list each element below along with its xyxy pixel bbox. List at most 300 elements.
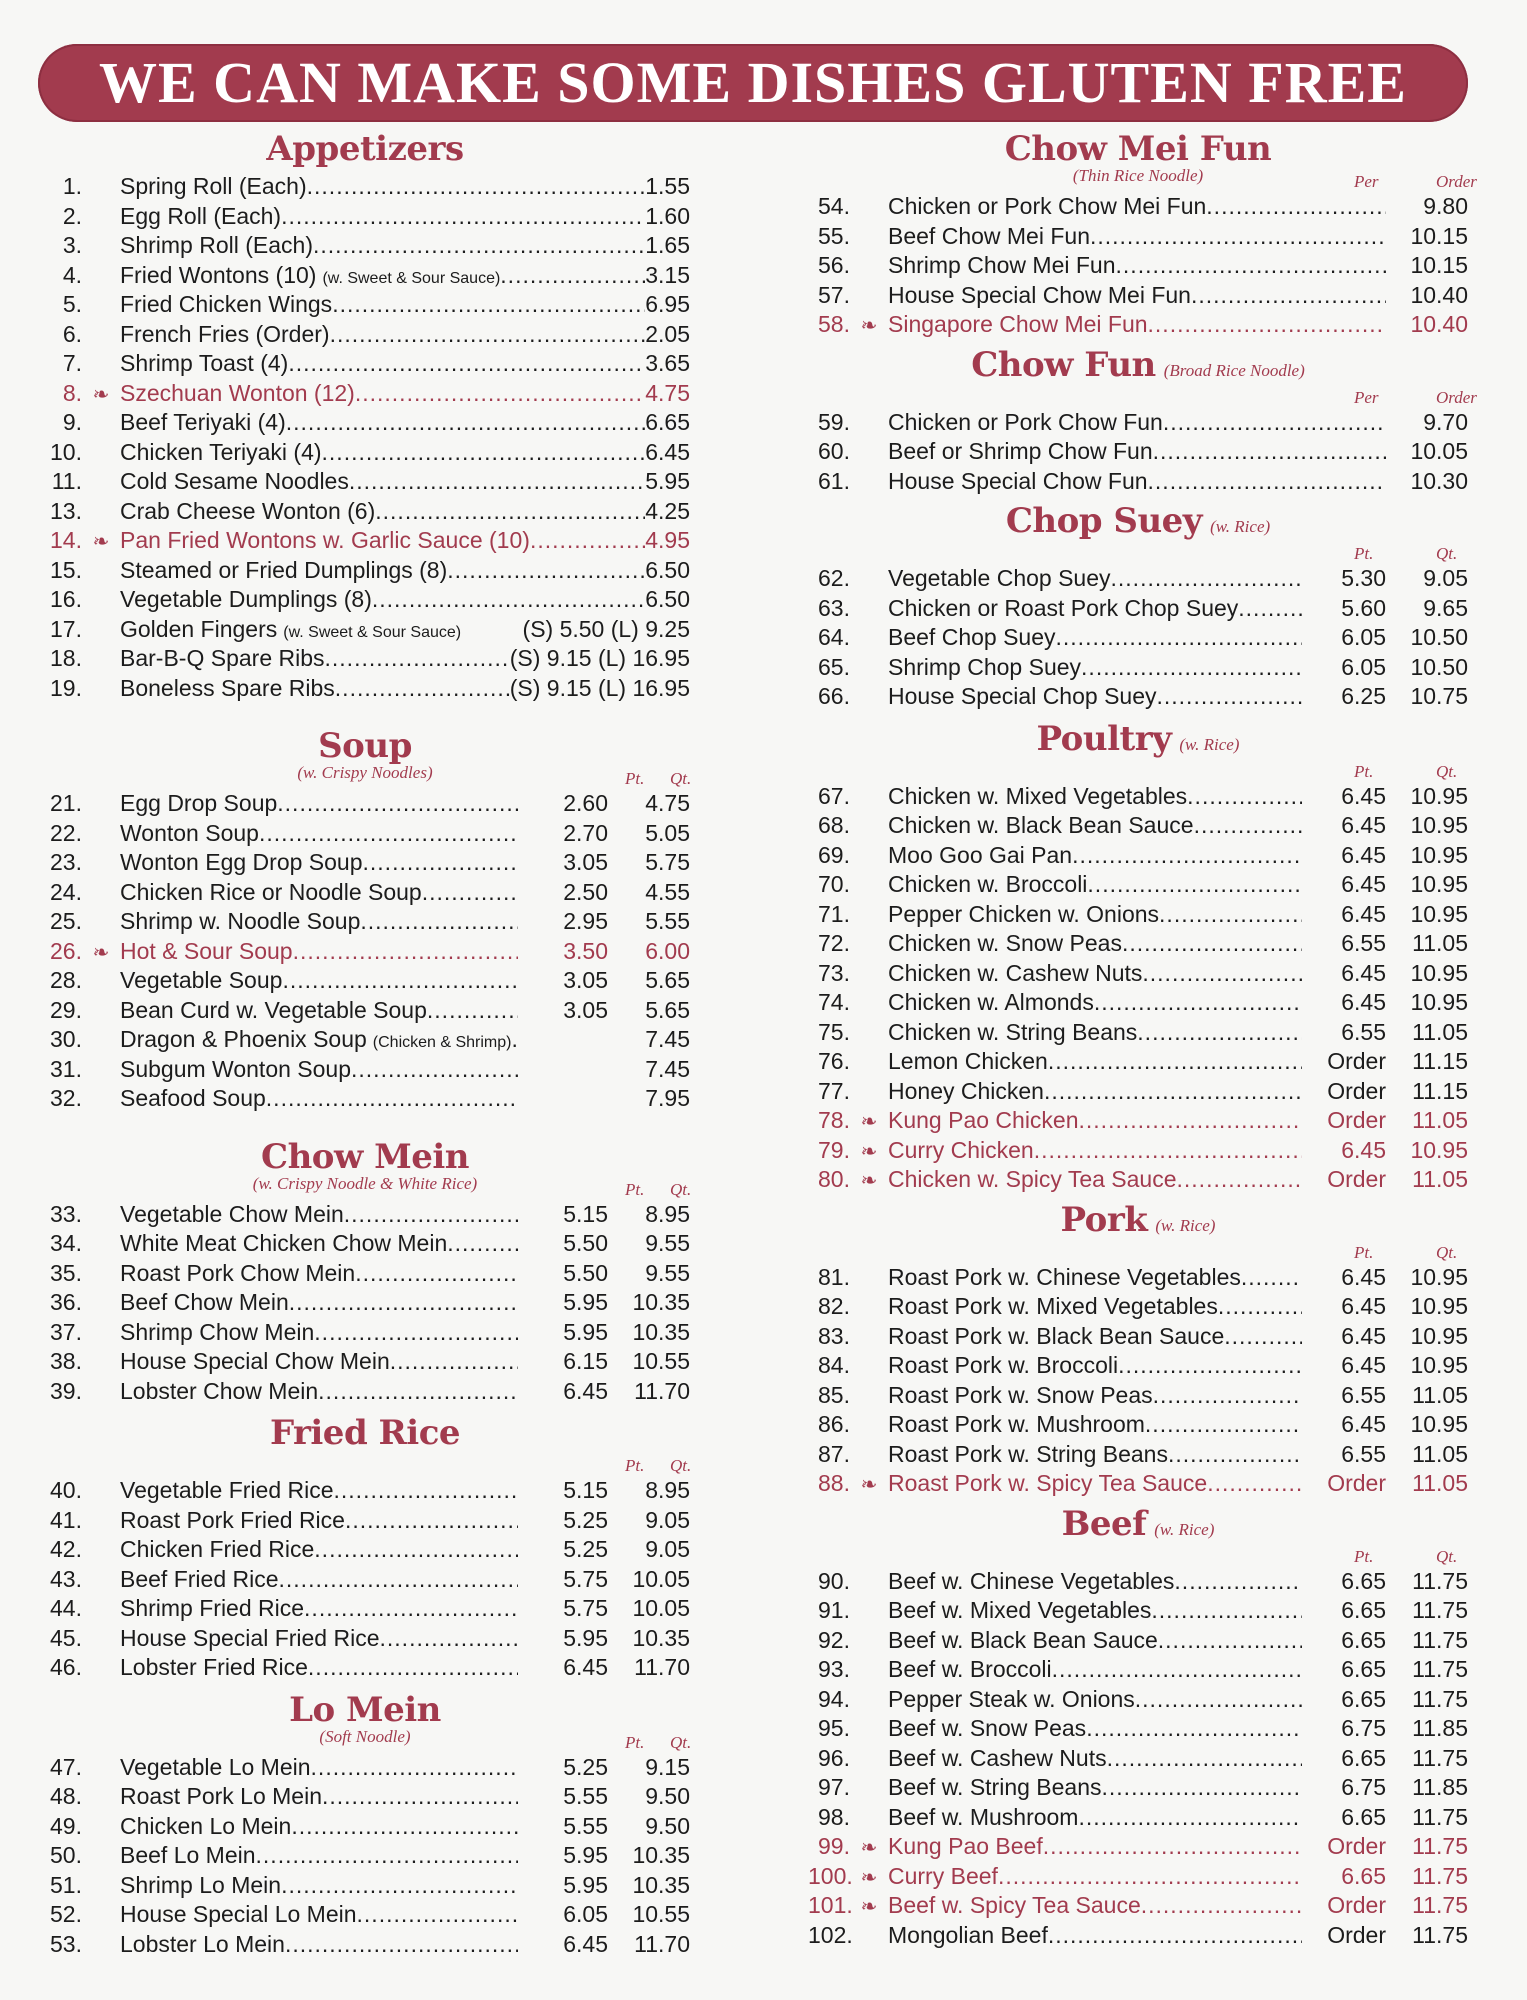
dot-leader: [1141, 1891, 1302, 1921]
menu-item: [808, 1410, 1468, 1440]
item-name: Chicken Rice or Noodle Soup: [120, 878, 422, 905]
item-number: 67.: [818, 782, 850, 809]
item-price-quart: 9.55: [645, 1259, 690, 1286]
item-name: Seafood Soup: [120, 1085, 266, 1111]
dot-leader: [285, 1930, 518, 1960]
item-number: 90.: [818, 1567, 850, 1594]
item-price-pint: Order: [1327, 1166, 1386, 1192]
item-name: Chicken Fried Rice: [120, 1536, 315, 1562]
pepper-icon: ❧: [860, 1140, 878, 1163]
item-number: 31.: [50, 1055, 82, 1082]
column-header-2: Qt.: [1436, 1546, 1458, 1566]
item-number: 28.: [50, 967, 82, 993]
item-number: 40.: [50, 1477, 82, 1503]
dot-leader: [307, 172, 646, 202]
item-price-pint: 6.45: [1341, 1293, 1386, 1319]
item-number: 29.: [50, 996, 82, 1023]
item-number: 17.: [50, 615, 82, 642]
item-name: Chicken Teriyaki (4): [120, 438, 322, 465]
item-number: 61.: [818, 467, 850, 494]
item-name: House Special Chow Fun: [888, 467, 1148, 494]
item-name: Roast Pork w. Spicy Tea Sauce: [888, 1470, 1208, 1496]
dot-leader: [344, 1200, 518, 1230]
item-price-quart: 10.05: [632, 1565, 690, 1592]
item-price-pint: 5.50: [563, 1230, 608, 1256]
item-price-quart: 10.95: [1410, 812, 1468, 838]
menu-item: [808, 408, 1468, 438]
item-price-quart: 10.40: [1410, 311, 1468, 337]
menu-column-right: [808, 128, 1477, 1950]
item-name: Shrimp Roll (Each): [120, 232, 313, 258]
dot-leader: [311, 1753, 518, 1783]
menu-item: [40, 1841, 690, 1871]
item-name: Lobster Lo Mein: [120, 1930, 285, 1957]
menu-item: [40, 585, 690, 615]
dot-leader: [322, 438, 646, 468]
item-price-quart: 9.55: [645, 1230, 690, 1256]
dot-leader: [1207, 1469, 1302, 1499]
dot-leader: [286, 408, 645, 438]
menu-item: [40, 1259, 690, 1289]
item-price-quart: 11.75: [1412, 1803, 1468, 1830]
item-price-quart: 11.70: [634, 1377, 690, 1404]
menu-item: [808, 251, 1468, 281]
item-name: Chicken w. Cashew Nuts: [888, 959, 1143, 986]
dot-leader: [1048, 1921, 1302, 1951]
dot-leader: [530, 526, 645, 556]
column-header-1: Pt.: [625, 1456, 645, 1475]
column-header-row: [40, 1456, 690, 1476]
section-title: Chow Mei Fun: [1004, 129, 1272, 169]
item-price-quart: 11.75: [1412, 1656, 1468, 1682]
menu-item: [808, 281, 1468, 311]
menu-item: [40, 819, 690, 849]
column-header-1: Pt.: [625, 1732, 645, 1752]
item-price-quart: 4.75: [645, 790, 690, 816]
item-price-quart: 10.95: [1410, 841, 1468, 868]
item-number: 101.: [808, 1892, 853, 1918]
item-price-quart: 11.05: [1412, 1470, 1468, 1496]
menu-item: [40, 1288, 690, 1318]
section-heading: [40, 1412, 690, 1456]
menu-item: [808, 1714, 1468, 1744]
item-name: Shrimp Toast (4): [120, 350, 289, 376]
section-note: (Broad Rice Noodle): [1163, 360, 1305, 380]
item-name: Beef w. Black Bean Sauce: [888, 1626, 1158, 1653]
item-name: Golden Fingers: [120, 615, 278, 642]
column-header-2: Qt.: [670, 769, 692, 788]
dot-leader: [1079, 1106, 1302, 1136]
menu-item: [40, 438, 690, 468]
item-name: Roast Pork w. Chinese Vegetables: [888, 1263, 1241, 1290]
item-name: Bean Curd w. Vegetable Soup: [120, 996, 427, 1023]
item-price-quart: 10.95: [1410, 1136, 1468, 1163]
item-name: Vegetable Chow Mein: [120, 1200, 344, 1227]
column-header-2: Qt.: [1436, 761, 1458, 781]
item-number: 55.: [818, 222, 850, 249]
section-chop-suey: [808, 500, 1468, 712]
item-number: 79.: [818, 1136, 850, 1163]
item-note: (w. Sweet & Sour Sauce): [283, 623, 462, 641]
item-price-pint: 5.60: [1341, 594, 1386, 621]
item-name: Fried Chicken Wings: [120, 291, 333, 317]
item-name: Beef Chow Mein: [120, 1289, 289, 1315]
item-price-quart: 10.95: [1410, 989, 1468, 1015]
item-name: Chicken or Pork Chow Fun: [888, 408, 1163, 435]
column-header-2: Qt.: [1436, 1242, 1458, 1262]
item-price-quart: 9.05: [645, 1506, 690, 1533]
dot-leader: [345, 1506, 518, 1536]
item-number: 21.: [50, 790, 82, 816]
column-header-row: [808, 166, 1477, 192]
menu-item: [40, 907, 690, 937]
dot-leader: [1153, 437, 1386, 467]
item-price-quart: 10.15: [1410, 222, 1468, 249]
item-number: 18.: [50, 645, 82, 671]
dot-leader: [998, 1862, 1302, 1892]
menu-item: [808, 1263, 1468, 1293]
item-name: Steamed or Fried Dumplings (8): [120, 556, 448, 583]
item-price-quart: 10.05: [632, 1595, 690, 1621]
menu-item: [808, 782, 1468, 812]
item-price-quart: 10.50: [1410, 653, 1468, 680]
item-number: 92.: [818, 1626, 850, 1653]
item-price: 1.55: [645, 173, 690, 199]
menu-item: [40, 615, 690, 645]
menu-item: [808, 310, 1468, 340]
section-lo-mein: [40, 1689, 690, 1960]
item-price-quart: 10.95: [1410, 1352, 1468, 1378]
item-price-pint: 6.45: [1341, 989, 1386, 1015]
dot-leader: [1148, 467, 1386, 497]
menu-item: [40, 320, 690, 350]
dot-leader: [1241, 1263, 1302, 1293]
item-number: 84.: [818, 1352, 850, 1378]
section-pork: [808, 1199, 1468, 1499]
menu-item: [40, 467, 690, 497]
item-number: 69.: [818, 841, 850, 868]
menu-item: [40, 231, 690, 261]
item-number: 62.: [818, 565, 850, 591]
item-number: 22.: [50, 819, 82, 846]
dot-leader: [511, 1025, 518, 1055]
item-name: Beef w. Chinese Vegetables: [888, 1567, 1175, 1594]
dot-leader: [266, 1084, 518, 1114]
dot-leader: [1151, 1596, 1302, 1626]
item-price-pint: Order: [1327, 1470, 1386, 1496]
menu-item: [40, 1871, 690, 1901]
menu-item: [808, 437, 1468, 467]
item-price-pint: 6.05: [563, 1901, 608, 1927]
item-price-quart: 11.05: [1412, 1107, 1468, 1133]
pepper-icon: ❧: [92, 941, 110, 964]
item-price-quart: 4.55: [645, 878, 690, 905]
item-name: Spring Roll (Each): [120, 173, 307, 199]
item-price-pint: 6.65: [1341, 1685, 1386, 1712]
dot-leader: [1158, 1626, 1302, 1656]
item-price-pint: 6.45: [563, 1654, 608, 1680]
item-number: 4.: [62, 261, 82, 288]
item-price-pint: 6.55: [1341, 930, 1386, 956]
menu-item: [808, 1891, 1468, 1921]
menu-item: [808, 811, 1468, 841]
menu-item: [40, 172, 690, 202]
item-price-quart: 5.75: [645, 849, 690, 875]
item-number: 10.: [50, 438, 82, 465]
item-price-quart: 11.75: [1412, 1626, 1468, 1653]
section-heading: [808, 718, 1468, 762]
item-number: 3.: [62, 232, 82, 258]
menu-item: [808, 1469, 1468, 1499]
menu-item: [808, 1165, 1468, 1195]
dot-leader: [447, 1229, 518, 1259]
column-header-2: Qt.: [670, 1456, 692, 1475]
item-price-pint: 5.95: [563, 1624, 608, 1651]
menu-item: [40, 1476, 690, 1506]
pepper-icon: ❧: [92, 383, 110, 406]
item-name: Beef w. Cashew Nuts: [888, 1744, 1107, 1771]
item-price: 6.95: [645, 291, 690, 317]
column-header-row: [40, 763, 692, 789]
item-name: Shrimp w. Noodle Soup: [120, 908, 361, 934]
item-name: Roast Pork Fried Rice: [120, 1506, 345, 1533]
item-price-pint: 6.55: [1341, 1018, 1386, 1045]
menu-item: [808, 1106, 1468, 1136]
dot-leader: [1087, 870, 1302, 900]
dot-leader: [1052, 1655, 1302, 1685]
item-number: 98.: [818, 1803, 850, 1830]
menu-item: [40, 1782, 690, 1812]
dot-leader: [1163, 408, 1386, 438]
item-price-pint: 5.95: [563, 1842, 608, 1868]
menu-item: [40, 1930, 690, 1960]
menu-item: [40, 1318, 690, 1348]
item-number: 13.: [50, 497, 82, 524]
section-title: Soup: [318, 726, 412, 766]
item-price-pint: Order: [1327, 1077, 1386, 1104]
item-price-quart: 9.50: [645, 1783, 690, 1809]
column-header-1: Pt.: [1354, 1546, 1374, 1566]
dot-leader: [1174, 1567, 1302, 1597]
item-number: 6.: [62, 320, 82, 347]
dot-leader: [1044, 1077, 1302, 1107]
item-name: Vegetable Soup: [120, 967, 283, 993]
item-name: Beef or Shrimp Chow Fun: [888, 438, 1153, 464]
dot-leader: [422, 878, 518, 908]
menu-item: [40, 408, 690, 438]
item-name: Roast Pork w. Black Bean Sauce: [888, 1322, 1225, 1349]
dot-leader: [1034, 1136, 1302, 1166]
item-number: 53.: [50, 1930, 82, 1957]
item-price-quart: 8.95: [645, 1477, 690, 1503]
menu-item: [40, 966, 690, 996]
item-name: Roast Pork Chow Mein: [120, 1259, 356, 1286]
item-price-pint: 6.65: [1341, 1744, 1386, 1771]
item-number: 30.: [50, 1026, 82, 1052]
item-name: Roast Pork Lo Mein: [120, 1783, 322, 1809]
dot-leader: [314, 1535, 518, 1565]
dot-leader: [291, 1812, 518, 1842]
item-price-quart: 10.95: [1410, 1322, 1468, 1349]
column-header-2: Qt.: [1436, 544, 1458, 563]
dot-leader: [1078, 1803, 1302, 1833]
section-heading: [808, 1199, 1468, 1243]
dot-leader: [1191, 281, 1386, 311]
item-number: 95.: [818, 1715, 850, 1741]
item-price-pint: 6.45: [1341, 1136, 1386, 1163]
section-title: Pork: [1060, 1199, 1148, 1240]
item-price-pint: Order: [1327, 1921, 1386, 1948]
dot-leader: [363, 848, 518, 878]
item-name: Chicken w. Broccoli: [888, 871, 1088, 897]
item-name: Shrimp Lo Mein: [120, 1871, 282, 1898]
item-price-pint: 6.55: [1341, 1381, 1386, 1408]
menu-item: [40, 996, 690, 1026]
menu-item: [40, 1812, 690, 1842]
item-number: 16.: [50, 586, 82, 612]
menu-item: [808, 1381, 1468, 1411]
menu-item: [808, 900, 1468, 930]
item-price-quart: 11.15: [1412, 1077, 1468, 1104]
item-name: Curry Chicken: [888, 1136, 1034, 1163]
menu-item: [40, 1025, 690, 1055]
column-header-row: [808, 544, 1468, 564]
menu-item: [40, 848, 690, 878]
item-price-pint: 6.45: [1341, 782, 1386, 809]
menu-item: [808, 1322, 1468, 1352]
menu-item: [40, 644, 690, 674]
dot-leader: [1056, 623, 1302, 653]
dot-leader: [427, 996, 518, 1026]
item-price-pint: Order: [1327, 1107, 1386, 1133]
menu-item: [40, 878, 690, 908]
dot-leader: [1094, 988, 1302, 1018]
item-price-pint: 6.45: [1341, 1352, 1386, 1378]
section-title: Chop Suey: [1005, 501, 1203, 541]
item-price: (S) 9.15 (L) 16.95: [509, 674, 690, 701]
menu-item: [808, 870, 1468, 900]
item-name: Chicken w. String Beans: [888, 1018, 1138, 1045]
item-number: 81.: [818, 1263, 850, 1290]
section-note: (w. Rice): [1154, 1519, 1215, 1539]
item-name: Beef w. Mixed Vegetables: [888, 1597, 1152, 1623]
dot-leader: [390, 1347, 518, 1377]
dot-leader: [1137, 1018, 1302, 1048]
dot-leader: [1159, 900, 1302, 930]
menu-item: [808, 1440, 1468, 1470]
item-price-quart: 10.35: [632, 1842, 690, 1868]
dot-leader: [1090, 222, 1386, 252]
item-price-quart: 7.95: [645, 1085, 690, 1111]
item-price-quart: 5.05: [645, 819, 690, 846]
item-name: Bar-B-Q Spare Ribs: [120, 645, 325, 671]
dot-leader: [1157, 682, 1303, 712]
item-number: 19.: [50, 674, 82, 701]
dot-leader: [304, 1594, 518, 1624]
item-number: 38.: [50, 1348, 82, 1374]
item-price-quart: 9.80: [1423, 193, 1468, 219]
item-number: 36.: [50, 1289, 82, 1315]
section-note: (w. Rice): [1179, 734, 1240, 754]
item-price-pint: 5.95: [563, 1871, 608, 1898]
menu-item: [40, 379, 690, 409]
item-price-pint: 5.25: [563, 1506, 608, 1533]
item-number: 59.: [818, 408, 850, 435]
item-name: Shrimp Chow Mei Fun: [888, 252, 1116, 278]
item-number: 77.: [818, 1077, 850, 1104]
item-number: 97.: [818, 1774, 850, 1800]
pepper-icon: ❧: [860, 1111, 878, 1133]
menu-item: [40, 202, 690, 232]
menu-item: [808, 564, 1468, 594]
item-name: Fried Wontons (10): [120, 261, 317, 288]
item-number: 70.: [818, 871, 850, 897]
item-number: 7.: [62, 350, 82, 376]
item-price-pint: 3.05: [563, 967, 608, 993]
item-price-pint: 6.65: [1341, 1803, 1386, 1830]
item-name: French Fries (Order): [120, 320, 330, 347]
item-name: House Special Fried Rice: [120, 1624, 380, 1651]
item-price-quart: 7.45: [645, 1026, 690, 1052]
column-header-2: Order: [1436, 172, 1477, 191]
dot-leader: [335, 674, 510, 704]
item-name: Beef w. Broccoli: [888, 1656, 1052, 1682]
item-name: Curry Beef: [888, 1862, 998, 1889]
menu-item: [808, 467, 1468, 497]
dot-leader: [1238, 594, 1302, 624]
item-price-pint: 5.15: [563, 1477, 608, 1503]
dot-leader: [1153, 1381, 1302, 1411]
item-name: Wonton Soup: [120, 819, 259, 846]
item-price-quart: 11.15: [1412, 1048, 1468, 1074]
dot-leader: [1086, 1714, 1302, 1744]
pepper-icon: ❧: [92, 531, 110, 553]
item-number: 88.: [818, 1470, 850, 1496]
dot-leader: [1116, 251, 1386, 281]
column-header-1: Pt.: [1354, 761, 1374, 781]
menu-item: [808, 1596, 1468, 1626]
menu-item: [808, 1862, 1468, 1892]
item-name: Roast Pork w. Mushroom: [888, 1411, 1145, 1437]
menu-item: [40, 1084, 690, 1114]
menu-item: [808, 1077, 1468, 1107]
item-price-pint: 6.45: [1341, 841, 1386, 868]
item-name: Roast Pork w. Mixed Vegetables: [888, 1293, 1218, 1319]
item-note: (w. Sweet & Sour Sauce): [322, 269, 501, 287]
item-number: 48.: [50, 1783, 82, 1809]
menu-item: [808, 1685, 1468, 1715]
item-price-quart: 9.65: [1423, 594, 1468, 621]
item-price-quart: 10.30: [1410, 467, 1468, 494]
item-price-pint: 3.05: [563, 849, 608, 875]
item-price: 6.50: [645, 586, 690, 612]
item-price-pint: 6.45: [1341, 900, 1386, 927]
column-header-1: Pt.: [1354, 1242, 1374, 1262]
dot-leader: [322, 1782, 518, 1812]
section-title: Beef: [1061, 1503, 1147, 1544]
item-number: 64.: [818, 624, 850, 650]
item-price: 6.50: [645, 556, 690, 583]
menu-item: [40, 789, 690, 819]
item-number: 49.: [50, 1812, 82, 1839]
dot-leader: [349, 467, 645, 497]
item-number: 26.: [50, 937, 82, 964]
menu-item: [808, 1655, 1468, 1685]
item-price-quart: 10.95: [1410, 959, 1468, 986]
item-number: 100.: [808, 1862, 853, 1889]
pepper-icon: ❧: [860, 1866, 878, 1889]
section-title: Chow Fun: [971, 344, 1156, 385]
